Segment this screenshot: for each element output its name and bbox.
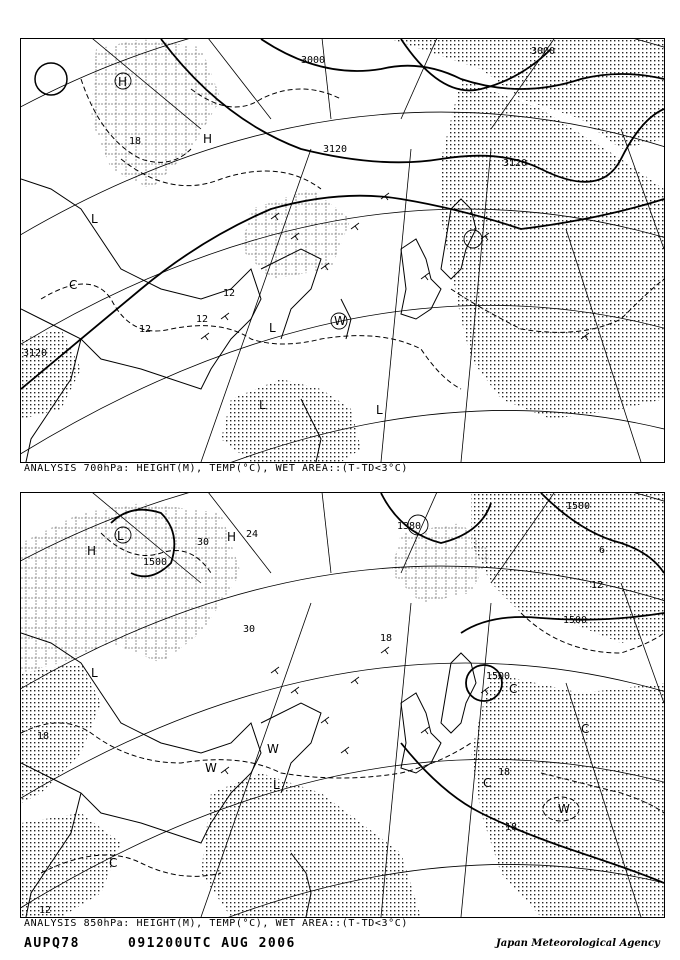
contour-label: 3120 — [503, 158, 528, 169]
contour-label: 18 — [380, 633, 393, 644]
wet-areas — [21, 493, 664, 917]
contour-label: 3120 — [323, 144, 348, 155]
low-mark: L — [117, 529, 124, 543]
map-700hpa-svg — [21, 39, 664, 462]
warm-mark: W — [205, 761, 217, 775]
warm-mark: W — [558, 802, 570, 816]
contour-label: 18 — [129, 136, 142, 147]
contour-label: 12 — [591, 580, 604, 591]
caption-850hpa: ANALYSIS 850hPa: HEIGHT(M), TEMP(°C), WET AREA::(T-TD<3°C) — [24, 918, 408, 929]
warm-mark: W — [267, 742, 279, 756]
warm-mark: W — [334, 314, 346, 328]
low-mark: L — [259, 398, 266, 412]
contour-label: 3000 — [301, 55, 326, 66]
caption-700hpa: ANALYSIS 700hPa: HEIGHT(M), TEMP(°C), WET AREA::(T-TD<3°C) — [24, 463, 408, 474]
contour-label: 1500 — [566, 501, 591, 512]
wet-areas — [21, 39, 664, 462]
map-850hpa-svg — [21, 493, 664, 917]
contour-label: 3120 — [23, 348, 48, 359]
contour-label: 1500 — [563, 615, 588, 626]
high-mark: H — [87, 544, 97, 558]
contour-label: 30 — [243, 624, 256, 635]
cold-mark: C — [69, 278, 78, 292]
contour-label: 12 — [223, 288, 236, 299]
low-mark: L — [91, 212, 98, 226]
low-mark: L — [269, 321, 276, 335]
contour-label: 18 — [505, 822, 518, 833]
contour-label: 3000 — [531, 46, 556, 57]
cold-mark: C — [509, 682, 518, 696]
contour-label: 30 — [197, 537, 210, 548]
high-mark: H — [203, 132, 213, 146]
high-mark: H — [227, 530, 237, 544]
low-mark: L — [376, 403, 383, 417]
low-mark: L — [273, 778, 280, 792]
high-mark: H — [118, 75, 128, 89]
contour-label: 1500 — [143, 557, 168, 568]
bulletin-time: 091200UTC AUG 2006 — [128, 936, 296, 951]
contour-label: 12 — [139, 324, 152, 335]
contour-label: 1500 — [486, 671, 511, 682]
cold-mark: C — [109, 856, 118, 870]
contour-label: 1380 — [397, 521, 422, 532]
map-850hpa — [20, 492, 665, 918]
contour-label: 18 — [498, 767, 511, 778]
contour-label: 18 — [37, 731, 50, 742]
cold-mark: C — [581, 722, 590, 736]
bulletin-code: AUPQ78 — [24, 936, 80, 951]
cold-mark: C — [483, 776, 492, 790]
contour-label: 24 — [246, 529, 259, 540]
low-mark: L — [91, 666, 98, 680]
contour-label: 12 — [39, 905, 52, 916]
agency-name: Japan Meteorological Agency — [496, 938, 660, 949]
contour-label: 12 — [196, 314, 209, 325]
contour-label: 6 — [599, 545, 606, 556]
map-700hpa — [20, 38, 665, 463]
